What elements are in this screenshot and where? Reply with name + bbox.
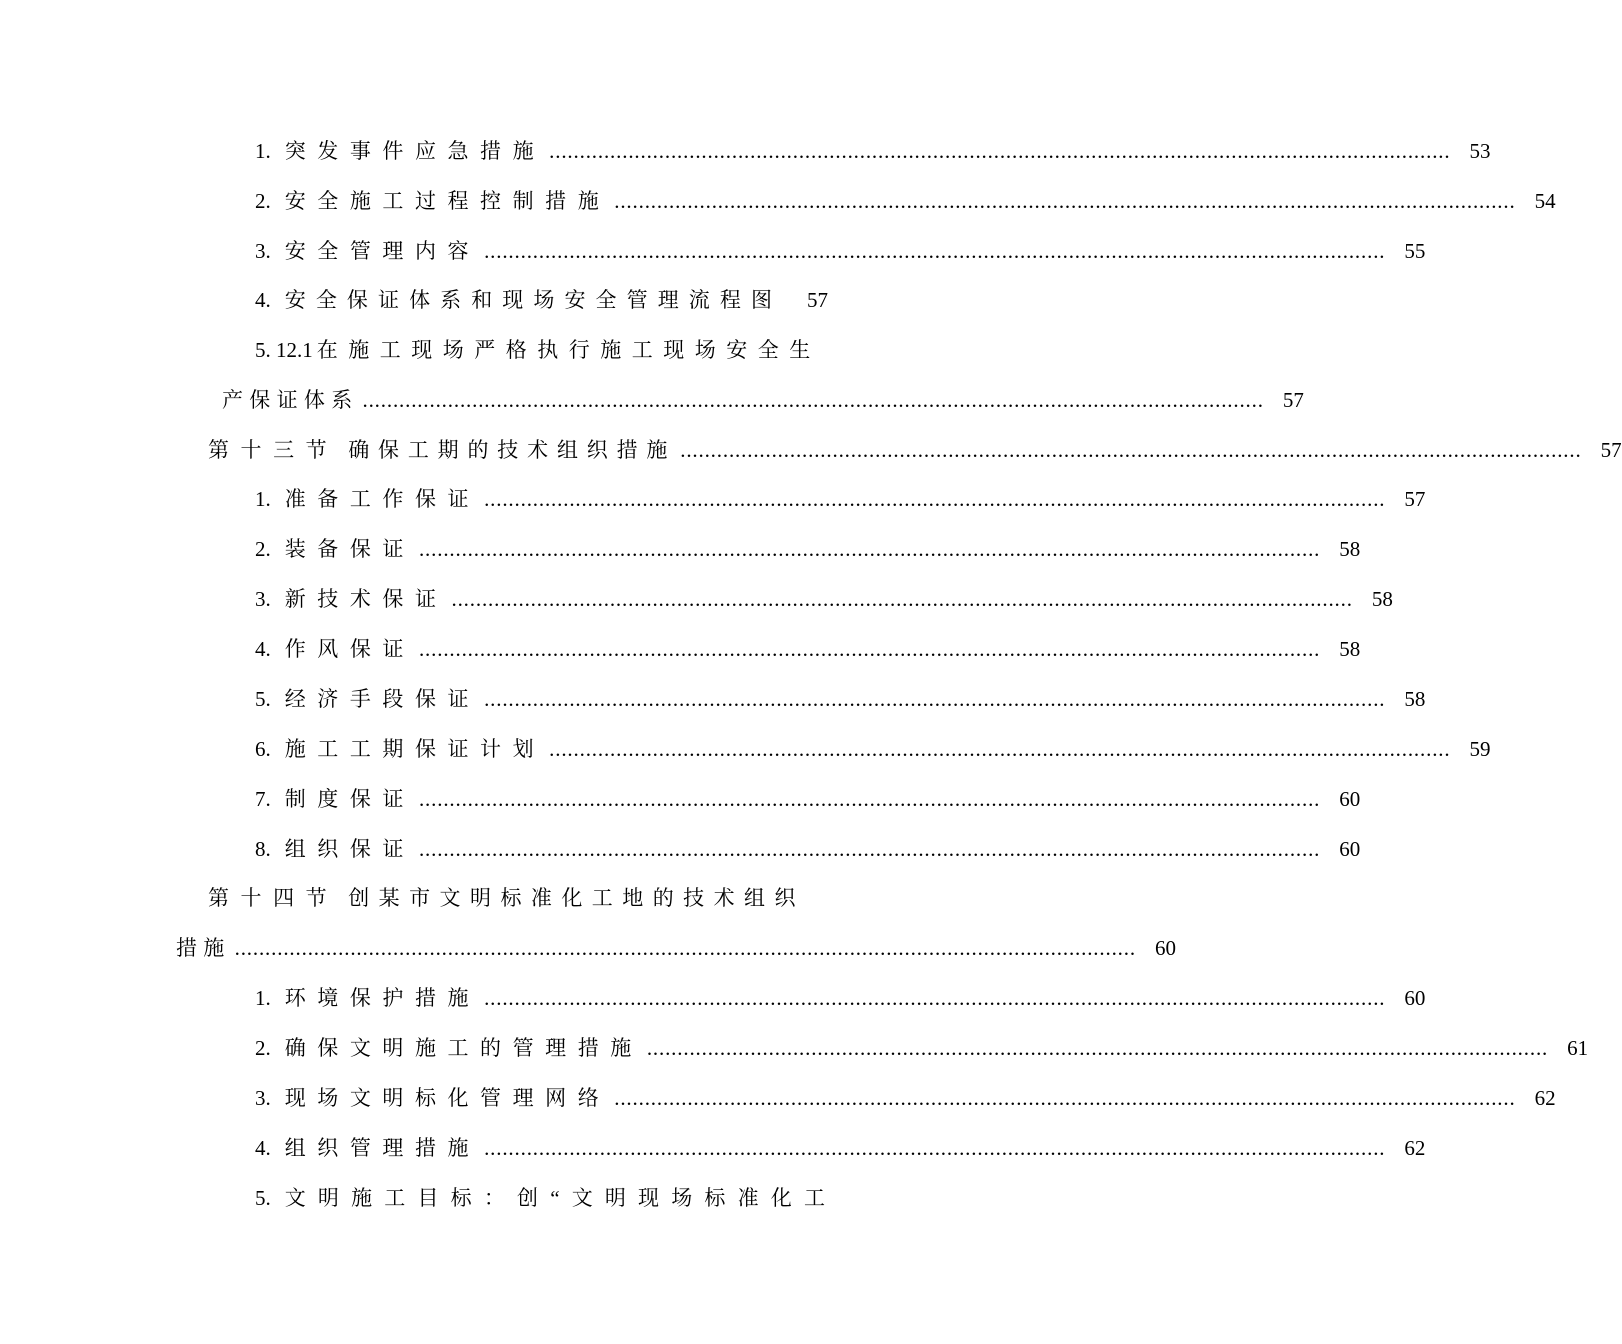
toc-page-number: 57 — [1282, 388, 1304, 412]
toc-entry[interactable] — [255, 1035, 1589, 1061]
toc-leader: .................................................................................................................................................... — [484, 239, 1386, 263]
toc-section-title-line1: 创某市文明标准化工地的技术组织 — [348, 886, 805, 910]
toc-entry-title: 作风保证 — [284, 637, 415, 661]
toc-entry[interactable] — [255, 238, 1426, 264]
toc-page-number: 57 — [1404, 487, 1426, 511]
toc-page-number: 62 — [1404, 1136, 1426, 1160]
toc-section-continuation[interactable] — [176, 935, 1176, 961]
toc-page-number: 53 — [1469, 139, 1491, 163]
toc-entry-number: 2. — [255, 1036, 271, 1060]
toc-page-number: 57 — [807, 288, 828, 312]
toc-leader: .................................................................................................................................................... — [418, 637, 1321, 661]
toc-entry[interactable] — [255, 586, 1393, 612]
toc-page-number: 57 — [1600, 438, 1622, 462]
toc-section[interactable] — [208, 437, 1622, 463]
toc-section-title: 确保工期的技术组织措施 — [348, 438, 677, 462]
toc-entry[interactable] — [255, 536, 1361, 562]
toc-entry-title: 施工工期保证计划 — [284, 737, 546, 761]
toc-entry-number: 4. — [255, 288, 271, 312]
toc-entry-number: 7. — [255, 787, 271, 811]
toc-page-number: 59 — [1469, 737, 1491, 761]
toc-entry[interactable] — [255, 188, 1556, 214]
toc-entry-title: 准备工作保证 — [284, 487, 481, 511]
toc-entry[interactable] — [255, 1085, 1556, 1111]
toc-entry[interactable] — [255, 836, 1361, 862]
toc-entry[interactable] — [255, 985, 1426, 1011]
toc-leader: .................................................................................................................................................... — [418, 537, 1321, 561]
toc-entry[interactable] — [255, 1185, 838, 1211]
toc-leader: .................................................................................................................................................... — [680, 438, 1582, 462]
toc-page-number: 60 — [1339, 837, 1361, 861]
toc-page-number: 58 — [1371, 587, 1393, 611]
toc-entry-title-line2: 产保证体系 — [222, 388, 359, 412]
toc-entry[interactable] — [255, 486, 1426, 512]
toc-leader: .................................................................................................................................................... — [549, 139, 1451, 163]
toc-page-number: 61 — [1567, 1036, 1589, 1060]
toc-entry-title: 突发事件应急措施 — [284, 139, 546, 163]
toc-page-number: 62 — [1534, 1086, 1556, 1110]
toc-entry-number: 2. — [255, 189, 271, 213]
toc-entry-number: 3. — [255, 1086, 271, 1110]
toc-leader: .................................................................................................................................................... — [362, 388, 1264, 412]
toc-leader: .................................................................................................................................................... — [234, 936, 1136, 960]
toc-leader: .................................................................................................................................................... — [484, 687, 1386, 711]
toc-entry-title: 组织保证 — [284, 837, 415, 861]
toc-entry-number: 3. — [255, 587, 271, 611]
toc-entry-number: 5. 12.1 — [255, 338, 313, 362]
toc-entry-number: 4. — [255, 637, 271, 661]
toc-entry-title: 制度保证 — [284, 787, 415, 811]
toc-entry[interactable] — [255, 636, 1361, 662]
toc-entry-title: 环境保护措施 — [284, 986, 481, 1010]
toc-entry-number: 1. — [255, 139, 271, 163]
toc-entry-title: 新技术保证 — [284, 587, 448, 611]
toc-entry-number: 2. — [255, 537, 271, 561]
toc-page-number: 58 — [1404, 687, 1426, 711]
toc-entry-title: 安全施工过程控制措施 — [284, 189, 611, 213]
toc-page-number: 58 — [1339, 537, 1361, 561]
toc-entry[interactable] — [255, 287, 828, 313]
toc-leader: .................................................................................................................................................... — [646, 1036, 1549, 1060]
toc-leader: .................................................................................................................................................... — [484, 487, 1386, 511]
toc-leader: .................................................................................................................................................... — [484, 986, 1386, 1010]
toc-entry[interactable] — [255, 1135, 1426, 1161]
toc-entry-number: 6. — [255, 737, 271, 761]
toc-entry-title: 安全管理内容 — [284, 239, 481, 263]
toc-page-number: 54 — [1534, 189, 1556, 213]
toc-entry-number: 8. — [255, 837, 271, 861]
toc-entry-title-line1: 在施工现场严格执行施工现场安全生 — [316, 338, 821, 362]
toc-leader: .................................................................................................................................................... — [484, 1136, 1386, 1160]
toc-entry-continuation[interactable] — [222, 387, 1304, 413]
toc-entry-title: 组织管理措施 — [284, 1136, 481, 1160]
toc-leader: .................................................................................................................................................... — [549, 737, 1451, 761]
toc-leader: .................................................................................................................................................... — [614, 189, 1516, 213]
toc-entry-number: 5. — [255, 687, 271, 711]
toc-leader: .................................................................................................................................................... — [614, 1086, 1516, 1110]
toc-page-number: 60 — [1339, 787, 1361, 811]
toc-entry-title: 经济手段保证 — [284, 687, 481, 711]
toc-page-number: 58 — [1339, 637, 1361, 661]
toc-page-number: 55 — [1404, 239, 1426, 263]
toc-leader: .................................................................................................................................................... — [418, 787, 1321, 811]
toc-entry-number: 5. — [255, 1186, 271, 1210]
toc-entry-title-line1: 文明施工目标：创“文明现场标准化工 — [284, 1186, 838, 1210]
toc-entry[interactable] — [255, 786, 1361, 812]
toc-section-number: 第十三节 — [208, 438, 339, 462]
toc-entry-number: 4. — [255, 1136, 271, 1160]
toc-page-number: 60 — [1404, 986, 1426, 1010]
toc-entry-number: 1. — [255, 986, 271, 1010]
toc-page-number: 60 — [1154, 936, 1176, 960]
toc-entry[interactable] — [255, 686, 1426, 712]
toc-leader: .................................................................................................................................................... — [418, 837, 1321, 861]
toc-entry-number: 1. — [255, 487, 271, 511]
toc-entry[interactable] — [255, 337, 828, 363]
toc-section[interactable] — [208, 885, 828, 911]
toc-entry-title: 装备保证 — [284, 537, 415, 561]
toc-entry[interactable] — [255, 736, 1491, 762]
toc-leader: .................................................................................................................................................... — [451, 587, 1353, 611]
toc-section-title-line2: 措施 — [176, 936, 231, 960]
toc-entry-title: 确保文明施工的管理措施 — [284, 1036, 643, 1060]
toc-entry-number: 3. — [255, 239, 271, 263]
toc-section-number: 第十四节 — [208, 886, 339, 910]
toc-entry-title: 现场文明标化管理网络 — [284, 1086, 611, 1110]
toc-entry[interactable] — [255, 138, 1491, 164]
toc-entry-title: 安全保证体系和现场安全管理流程图 — [284, 288, 783, 312]
